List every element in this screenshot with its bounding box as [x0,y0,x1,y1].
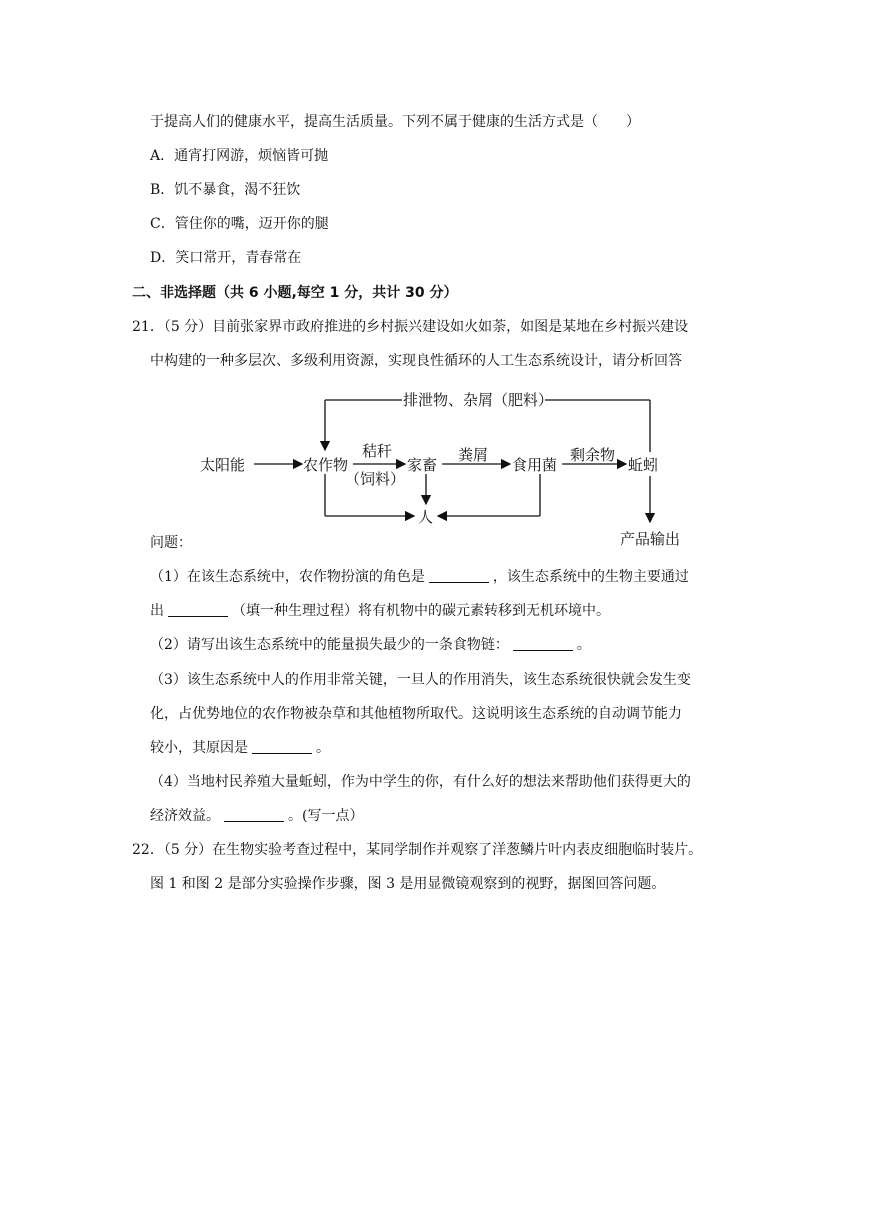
label-leftover: 剩余物 [570,446,616,464]
q21-p4-text-b: 经济效益。 [150,808,220,824]
node-sun: 太阳能 [200,456,246,474]
q20-option-b: B．饥不暴食，渴不狂饮 [150,182,301,198]
q20-option-d: D．笑口常开，青春常在 [150,250,302,266]
label-fertilizer: 排泄物、杂屑（肥料） [403,391,554,409]
label-manure: 粪屑 [458,446,489,464]
answer-blank-2[interactable] [168,602,228,617]
q20-option-c: C．管住你的嘴，迈开你的腿 [150,216,329,232]
q21-part1-line2 [150,601,610,621]
q21-p1-text-d: （填一种生理过程）将有机物中的碳元素转移到无机环境中。 [232,603,610,619]
label-straw: 秸秆 [362,442,393,460]
q21-stem-line3: 问题： [150,535,192,551]
q21-stem-line1: 21．（5 分）目前张家界市政府推进的乡村振兴建设如火如荼，如图是某地在乡村振兴建设 [132,319,689,335]
answer-blank-4[interactable] [252,739,312,754]
node-earthworm: 蚯蚓 [628,456,659,474]
q21-p2-text-b: 。 [576,637,591,653]
node-output: 产品输出 [620,530,681,548]
q21-part1-line1 [150,567,689,587]
q21-part4-line2 [150,806,363,826]
answer-blank-5[interactable] [224,807,284,822]
q21-part3-line3 [150,738,330,758]
node-fungi: 食用菌 [512,456,558,474]
answer-blank-1[interactable] [429,568,489,583]
node-crops: 农作物 [303,456,349,474]
q21-p1-text-a: （1）在该生态系统中，农作物扮演的角色是 [150,569,425,585]
q21-p1-text-b: ，该生态系统中的生物主要通过 [492,569,689,585]
q21-p1-text-c: 出 [150,603,164,619]
q21-part4-line1: （4）当地村民养殖大量蚯蚓，作为中学生的你，有什么好的想法来帮助他们获得更大的 [150,774,691,790]
node-livestock: 家畜 [407,456,438,474]
q21-p3-text-d: 。 [316,740,330,756]
q21-p2-text-a: （2）请写出该生态系统中的能量损失最少的一条食物链： [150,637,509,653]
q22-stem-line1: 22．（5 分）在生物实验考查过程中，某同学制作并观察了洋葱鳞片叶内表皮细胞临时装片。 [132,842,703,858]
q21-p3-text-c: 较小，其原因是 [150,740,248,756]
q21-p4-text-c: 。(写一点） [288,808,364,824]
ecosystem-diagram [190,380,710,552]
node-human: 人 [418,508,434,526]
label-feed: （饲料） [345,470,406,488]
q21-part3-line1: （3）该生态系统中人的作用非常关键，一旦人的作用消失，该生态系统很快就会发生变 [150,672,691,688]
q22-stem-line2: 图 1 和图 2 是部分实验操作步骤，图 3 是用显微镜观察到的视野，据图回答问题。 [150,876,666,892]
q21-part2 [150,635,591,655]
q20-stem-continued: 于提高人们的健康水平，提高生活质量。下列不属于健康的生活方式是（ ） [150,114,640,130]
answer-blank-3[interactable] [513,636,573,651]
section-heading: 二、非选择题（共 6 小题,每空 1 分，共计 30 分） [132,285,458,301]
q20-option-a: A．通宵打网游，烦恼皆可抛 [150,148,329,164]
q21-part3-line2: 化，占优势地位的农作物被杂草和其他植物所取代。这说明该生态系统的自动调节能力 [150,706,682,722]
q21-stem-line2: 中构建的一种多层次、多级利用资源，实现良性循环的人工生态系统设计，请分析回答 [150,353,682,369]
